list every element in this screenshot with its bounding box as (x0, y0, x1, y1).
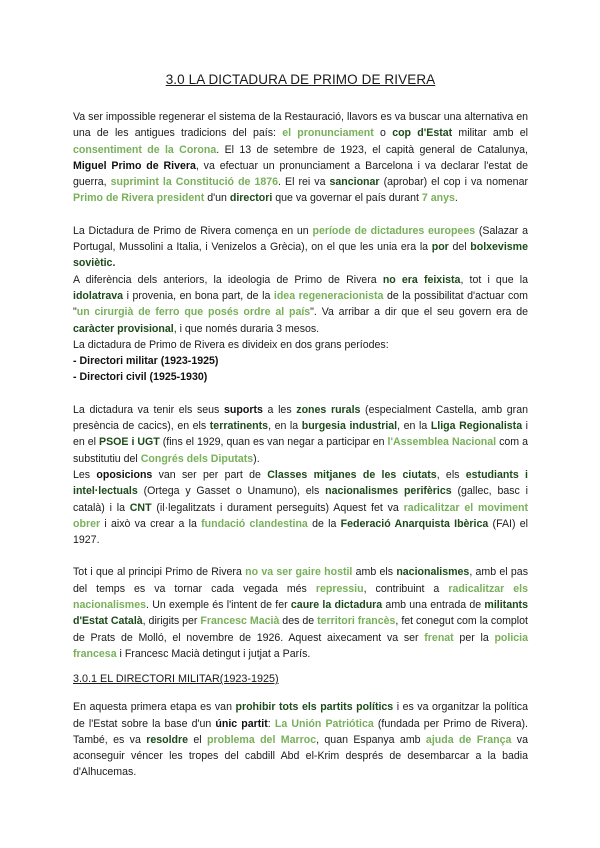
text-run: , va efectuar un pronunciament a Barcelona i va declarar l'estat de guerra, (73, 159, 529, 189)
highlighted-term: no era feixista (382, 273, 461, 286)
highlighted-term: idolatrava (73, 289, 124, 302)
paragraph-gap (73, 207, 528, 223)
highlighted-term: consentiment de la Corona (73, 143, 217, 156)
text-run: , fet conegut com la complot de Prats de Molló, el novembre de 1926. Aquest aixecament va ser (73, 615, 528, 644)
text-run: , amb el pas del temps es va tornar cada vegada més (73, 566, 528, 595)
text-run: i es va organitzar la política de l'Estat sobre la base d'un (73, 701, 528, 730)
paragraph (73, 109, 528, 207)
highlighted-term: estudiants i intel·lectuals (73, 468, 528, 498)
highlighted-term: CNT (129, 501, 152, 514)
highlighted-term: frenat (424, 631, 454, 644)
highlighted-term: suports (224, 403, 263, 416)
highlighted-term: període de dictadures europees (312, 224, 476, 237)
highlighted-term: Lliga Regionalista (430, 420, 523, 433)
highlighted-term: repressiu (315, 582, 364, 595)
highlighted-term: Francesc Macià (200, 615, 280, 628)
highlighted-term: burgesia industrial (301, 420, 398, 433)
text-run: (FAI) el 1927. (73, 517, 528, 547)
highlighted-term: no va ser gaire hostil (245, 566, 353, 579)
highlighted-term: zones rurals (296, 403, 361, 416)
highlighted-term: suprimint la Constitució de 1876 (110, 176, 279, 189)
highlighted-term: resoldre (146, 733, 189, 746)
text-run: (Salazar a Portugal, Mussolini a Italia, i Venizelos a Grècia), on el que les unia era la (73, 224, 528, 254)
text-run: ). (253, 452, 260, 465)
section-heading: 3.0.1 EL DIRECTORI MILITAR(1923-1925) (73, 673, 279, 686)
text-run: i provenia, en bona part, de la (123, 289, 274, 302)
text-run: , en la (268, 420, 302, 433)
paragraph (73, 272, 528, 337)
text-run: (il·legalitzats i durament perseguits) Aquest fet va (151, 501, 404, 514)
text-run: Tot i que al principi Primo de Rivera (73, 566, 246, 579)
highlighted-term: nacionalismes perifèrics (325, 485, 452, 498)
text-run: A diferència dels anteriors, la ideologia de Primo de Rivera (73, 273, 383, 286)
text-run: i Francesc Macià detingut i jutjat a París. (116, 647, 311, 660)
text-run: com a substitutiu del (73, 436, 528, 465)
text-run: (fundada per Primo de Rivera). També, es va (73, 717, 528, 746)
text-run: : (267, 717, 275, 730)
text-run: Va ser impossible regenerar el sistema de la Restauració, llavors es va buscar una alternativa en una de les antigues tradicions del país: (73, 111, 528, 140)
text-run: el (188, 733, 208, 746)
text-run: La Dictadura de Primo de Rivera comença en un (73, 224, 313, 237)
paragraph (73, 337, 528, 353)
document-body (73, 109, 528, 662)
paragraph-gap (73, 548, 528, 564)
spacer (73, 662, 528, 673)
highlighted-term: ajuda de França (425, 733, 512, 746)
highlighted-term: caure la dictadura (290, 599, 383, 612)
highlighted-term: La Unión Patriótica (274, 717, 374, 730)
text-run: de la possibilitat d'actuar com " (73, 289, 528, 319)
highlighted-term: - Directori militar (1923-1925) (73, 355, 219, 368)
text-run: i això va crear a la (100, 517, 202, 530)
text-run: La dictadura de Primo de Rivera es divideix en dos grans períodes: (73, 338, 389, 351)
highlighted-term: Classes mitjanes de les ciutats (267, 468, 437, 481)
highlighted-term: problema del Marroc (207, 733, 317, 746)
highlighted-term: el pronunciament (282, 127, 374, 140)
highlighted-term: militants d'Estat Català (73, 599, 528, 628)
highlighted-term: cop d'Estat (392, 127, 453, 140)
text-run: , tot i que la (460, 273, 528, 286)
highlighted-term: oposicions (96, 468, 153, 481)
text-run: La dictadura va tenir els seus (73, 403, 225, 416)
text-run: (aprobar) el cop i va nomenar (379, 176, 528, 189)
text-run: . El 13 de setembre de 1923, el capità general de Catalunya, (216, 143, 528, 156)
paragraph-gap (73, 386, 528, 402)
text-run: (Ortega y Gasset o Unamuno), els (137, 485, 326, 498)
text-run: amb una entrada de (382, 599, 485, 612)
text-run: d'un (204, 192, 230, 205)
text-run: , els (436, 468, 466, 481)
highlighted-term: nacionalismes (396, 566, 470, 579)
highlighted-term: l'Assemblea Nacional (387, 436, 497, 449)
text-run: de la (307, 517, 341, 530)
highlighted-term: 7 anys (421, 192, 455, 205)
paragraph (73, 353, 528, 369)
highlighted-term: terratinents (209, 420, 269, 433)
text-run: . El rei va (278, 176, 330, 189)
section-body (73, 699, 528, 780)
text-run: . Un exemple és l'intent de fer (146, 599, 291, 612)
paragraph (73, 402, 528, 467)
text-run: a les (262, 403, 297, 416)
text-run: amb els (352, 566, 397, 579)
paragraph (73, 467, 528, 548)
highlighted-term: por (431, 241, 449, 254)
highlighted-term: fundació clandestina (201, 517, 308, 530)
text-run: ". Va arribar a dir que el seu govern era de (310, 306, 528, 319)
highlighted-term: bolxevisme soviètic. (73, 241, 528, 270)
text-run: des de (279, 615, 318, 628)
text-run: i en el (73, 420, 529, 449)
paragraph (73, 564, 528, 662)
highlighted-term: radicalitzar els nacionalismes (73, 582, 529, 612)
highlighted-term: Federació Anarquista Ibèrica (340, 517, 489, 530)
text-run: militar amb el (452, 127, 529, 140)
highlighted-term: prohibir tots els partits polítics (235, 701, 394, 714)
text-run: (especialment Castella, amb gran presència de cacics), en els (73, 403, 528, 433)
text-run: van ser per part de (152, 468, 268, 481)
highlighted-term: Primo de Rivera president (73, 192, 205, 205)
text-run: En aquesta primera etapa es van (73, 701, 236, 714)
text-run: , contribuint a (363, 582, 449, 595)
text-run: , dirigits per (142, 615, 201, 628)
paragraph (73, 223, 528, 272)
highlighted-term: - Directori civil (1925-1930) (73, 371, 208, 384)
highlighted-term: un cirurgià de ferro que posés ordre al país (76, 306, 311, 319)
text-run: (fins el 1929, quan es van negar a participar en (159, 436, 388, 449)
paragraph (73, 369, 528, 385)
paragraph (73, 699, 528, 780)
highlighted-term: idea regeneracionista (273, 289, 384, 302)
highlighted-term: directori (229, 192, 273, 205)
text-run: (gallec, basc i català) i la (73, 485, 528, 514)
highlighted-term: únic partit (215, 717, 268, 730)
text-run: o (373, 127, 393, 140)
text-run: per la (453, 631, 495, 644)
text-run: que va governar el país durant (272, 192, 422, 205)
text-run: del (448, 241, 471, 254)
text-run: , quan Espanya amb (316, 733, 426, 746)
text-run: , i que només duraria 3 mesos. (173, 322, 320, 335)
text-run: . (454, 192, 458, 205)
highlighted-term: sancionar (329, 176, 380, 189)
highlighted-term: Miguel Primo de Rivera (73, 159, 196, 172)
highlighted-term: territori francès (317, 615, 396, 628)
text-run: Les (73, 468, 97, 481)
highlighted-term: caràcter provisional (73, 322, 174, 335)
highlighted-term: PSOE i UGT (99, 436, 160, 449)
text-run: , en la (397, 420, 431, 433)
highlighted-term: Congrés dels Diputats (140, 452, 254, 465)
text-run: va aconseguir véncer les tropes del cabdill Abd el-Krim després de desembarcar a la badia d'Alhucemas. (73, 733, 528, 779)
highlighted-term: radicalitzar el moviment obrer (73, 501, 528, 530)
highlighted-term: policia francesa (73, 631, 528, 660)
page-title: 3.0 LA DICTADURA DE PRIMO DE RIVERA (165, 72, 436, 87)
